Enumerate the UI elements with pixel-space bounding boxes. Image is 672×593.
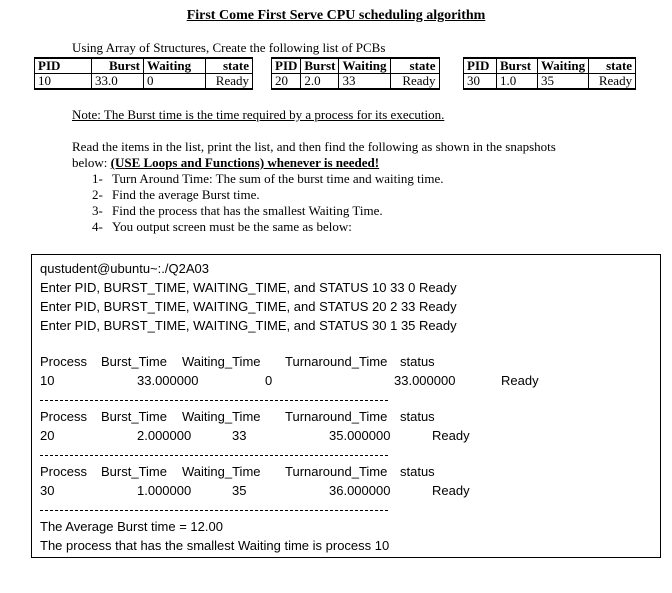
pcb-header-waiting: Waiting (538, 58, 589, 74)
list-item (92, 171, 444, 187)
result-burst: 33.000000 (137, 373, 199, 388)
page-title: First Come First Serve CPU scheduling algorithm (186, 8, 486, 23)
result-process: 10 (40, 373, 55, 388)
col-header-turnaround: Turnaround_Time (285, 354, 388, 369)
pcb-cell-state: Ready (390, 74, 439, 90)
average-burst-text: The Average Burst time = 12.00 (40, 519, 223, 534)
pcb-table-1 (34, 57, 253, 90)
pcb-cell-burst: 1.0 (497, 74, 538, 90)
pcb-table-2 (271, 57, 440, 90)
step-number: 4- (92, 219, 103, 234)
col-header-status: status (400, 409, 435, 424)
pcb-table-3 (463, 57, 636, 90)
pcb-cell-waiting: 0 (144, 74, 206, 90)
pcb-cell-waiting: 33 (339, 74, 390, 90)
separator (40, 400, 388, 401)
instructions-paragraph (72, 139, 632, 171)
result-turnaround: 33.000000 (394, 373, 456, 388)
step-number: 3- (92, 203, 103, 218)
pcb-header-pid: PID (272, 58, 301, 74)
terminal-input-line: Enter PID, BURST_TIME, WAITING_TIME, and STATUS 30 1 35 Ready (40, 318, 457, 333)
intro-text: Using Array of Structures, Create the following list of PCBs (72, 40, 386, 55)
pcb-cell-state: Ready (589, 74, 636, 90)
step-number: 1- (92, 171, 103, 186)
pcb-header-waiting: Waiting (144, 58, 206, 74)
result-turnaround: 36.000000 (329, 483, 391, 498)
instructions-line-2 (72, 155, 632, 171)
result-waiting: 35 (232, 483, 247, 498)
col-header-status: status (400, 354, 435, 369)
pcb-header-burst: Burst (301, 58, 339, 74)
step-text: Find the average Burst time. (112, 187, 260, 202)
pcb-cell-state: Ready (206, 74, 253, 90)
result-status: Ready (432, 483, 470, 498)
col-header-waiting: Waiting_Time (182, 409, 261, 424)
pcb-header-waiting: Waiting (339, 58, 390, 74)
col-header-waiting: Waiting_Time (182, 354, 261, 369)
result-waiting: 0 (265, 373, 273, 388)
terminal-input-line: Enter PID, BURST_TIME, WAITING_TIME, and STATUS 10 33 0 Ready (40, 280, 457, 295)
col-header-turnaround: Turnaround_Time (285, 464, 388, 479)
result-turnaround: 35.000000 (329, 428, 391, 443)
list-item (92, 203, 444, 219)
steps-list (92, 171, 444, 235)
col-header-burst: Burst_Time (101, 354, 167, 369)
col-header-turnaround: Turnaround_Time (285, 409, 388, 424)
pcb-cell-pid: 10 (35, 74, 92, 90)
result-status: Ready (432, 428, 470, 443)
terminal-prompt: qustudent@ubuntu~:./Q2A03 (40, 261, 209, 276)
pcb-header-pid: PID (35, 58, 92, 74)
pcb-cell-burst: 2.0 (301, 74, 339, 90)
note-text: Note: The Burst time is the time required by a process for its execution. (72, 107, 445, 122)
col-header-waiting: Waiting_Time (182, 464, 261, 479)
result-burst: 2.000000 (137, 428, 192, 443)
instructions-line-1: Read the items in the list, print the list, and then find the following as shown in the snapshots (72, 139, 556, 154)
terminal-output (31, 254, 661, 558)
col-header-burst: Burst_Time (101, 464, 167, 479)
result-waiting: 33 (232, 428, 247, 443)
step-text: Turn Around Time: The sum of the burst time and waiting time. (112, 171, 444, 186)
step-number: 2- (92, 187, 103, 202)
pcb-cell-waiting: 35 (538, 74, 589, 90)
pcb-header-state: state (589, 58, 636, 74)
result-status: Ready (501, 373, 539, 388)
col-header-process: Process (40, 409, 87, 424)
separator (40, 510, 388, 511)
pcb-header-burst: Burst (92, 58, 144, 74)
pcb-header-state: state (206, 58, 253, 74)
smallest-waiting-text: The process that has the smallest Waiting time is process 10 (40, 538, 390, 553)
separator (40, 455, 388, 456)
step-text: Find the process that has the smallest Waiting Time. (112, 203, 383, 218)
pcb-header-pid: PID (464, 58, 497, 74)
result-process: 30 (40, 483, 55, 498)
pcb-cell-pid: 20 (272, 74, 301, 90)
list-item (92, 187, 444, 203)
col-header-process: Process (40, 464, 87, 479)
pcb-cell-burst: 33.0 (92, 74, 144, 90)
result-burst: 1.000000 (137, 483, 192, 498)
col-header-burst: Burst_Time (101, 409, 167, 424)
list-item (92, 219, 444, 235)
col-header-status: status (400, 464, 435, 479)
pcb-header-state: state (390, 58, 439, 74)
terminal-input-line: Enter PID, BURST_TIME, WAITING_TIME, and STATUS 20 2 33 Ready (40, 299, 457, 314)
result-process: 20 (40, 428, 55, 443)
instructions-prefix: below: (72, 155, 111, 170)
instructions-emphasis: (USE Loops and Functions) whenever is needed! (110, 155, 380, 170)
pcb-cell-pid: 30 (464, 74, 497, 90)
step-text: You output screen must be the same as below: (112, 219, 352, 234)
col-header-process: Process (40, 354, 87, 369)
pcb-header-burst: Burst (497, 58, 538, 74)
